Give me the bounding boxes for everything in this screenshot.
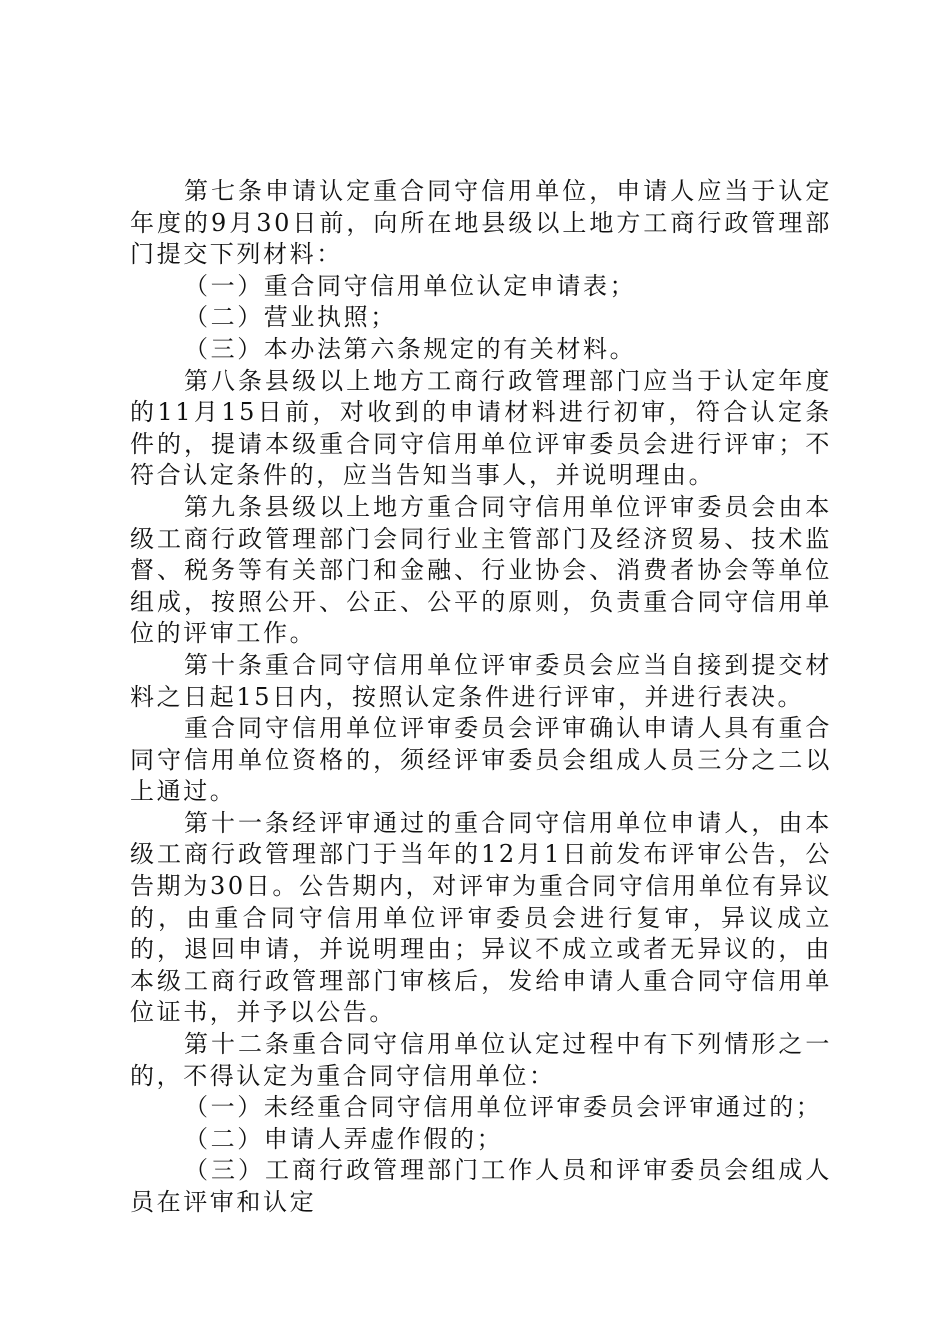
list-item-2: （二）营业执照； [184, 303, 397, 332]
paragraph-article-7: 第七条申请认定重合同守信用单位，申请人应当于认定年度的9月30日前，向所在地县级以上地方工商行政管理部门提交下列材料： [130, 177, 832, 269]
paragraph-article-12: 第十二条重合同守信用单位认定过程中有下列情形之一的，不得认定为重合同守信用单位： [130, 1030, 832, 1090]
paragraph-article-11: 第十一条经评审通过的重合同守信用单位申请人，由本级工商行政管理部门于当年的12月1日前发布评审公告，公告期为30日。公告期内，对评审为重合同守信用单位有异议的，由重合同守信用单位评审委员会进行复审，异议成立的，退回申请，并说明理由；异议不成立或者无异议的，由本级工商行政管理部门审核后，发给申请人重合同守信用单位证书，并予以公告。 [130, 808, 832, 1027]
paragraph-article-9: 第九条县级以上地方重合同守信用单位评审委员会由本级工商行政管理部门会同行业主管部门及经济贸易、技术监督、税务等有关部门和金融、行业协会、消费者协会等单位组成，按照公开、公正、公平的原则，负责重合同守信用单位的评审工作。 [130, 492, 832, 648]
document-body [130, 176, 832, 1219]
paragraph-article-10: 第十条重合同守信用单位评审委员会应当自接到提交材料之日起15日内，按照认定条件进行评审，并进行表决。 [130, 650, 832, 711]
list-item-3: （三）本办法第六条规定的有关材料。 [184, 334, 637, 363]
list-item-1: （一）重合同守信用单位认定申请表； [184, 271, 637, 300]
list-item-3: （三）工商行政管理部门工作人员和评审委员会组成人员在评审和认定 [130, 1156, 832, 1216]
list-item-1: （一）未经重合同守信用单位评审委员会评审通过的； [184, 1093, 823, 1122]
paragraph-article-10-continued: 重合同守信用单位评审委员会评审确认申请人具有重合同守信用单位资格的，须经评审委员会组成人员三分之二以上通过。 [130, 714, 832, 806]
list-item-2: （二）申请人弄虚作假的； [184, 1124, 504, 1153]
paragraph-article-8: 第八条县级以上地方工商行政管理部门应当于认定年度的11月15日前，对收到的申请材料进行初审，符合认定条件的，提请本级重合同守信用单位评审委员会进行评审；不符合认定条件的，应当告知当事人，并说明理由。 [130, 366, 832, 490]
